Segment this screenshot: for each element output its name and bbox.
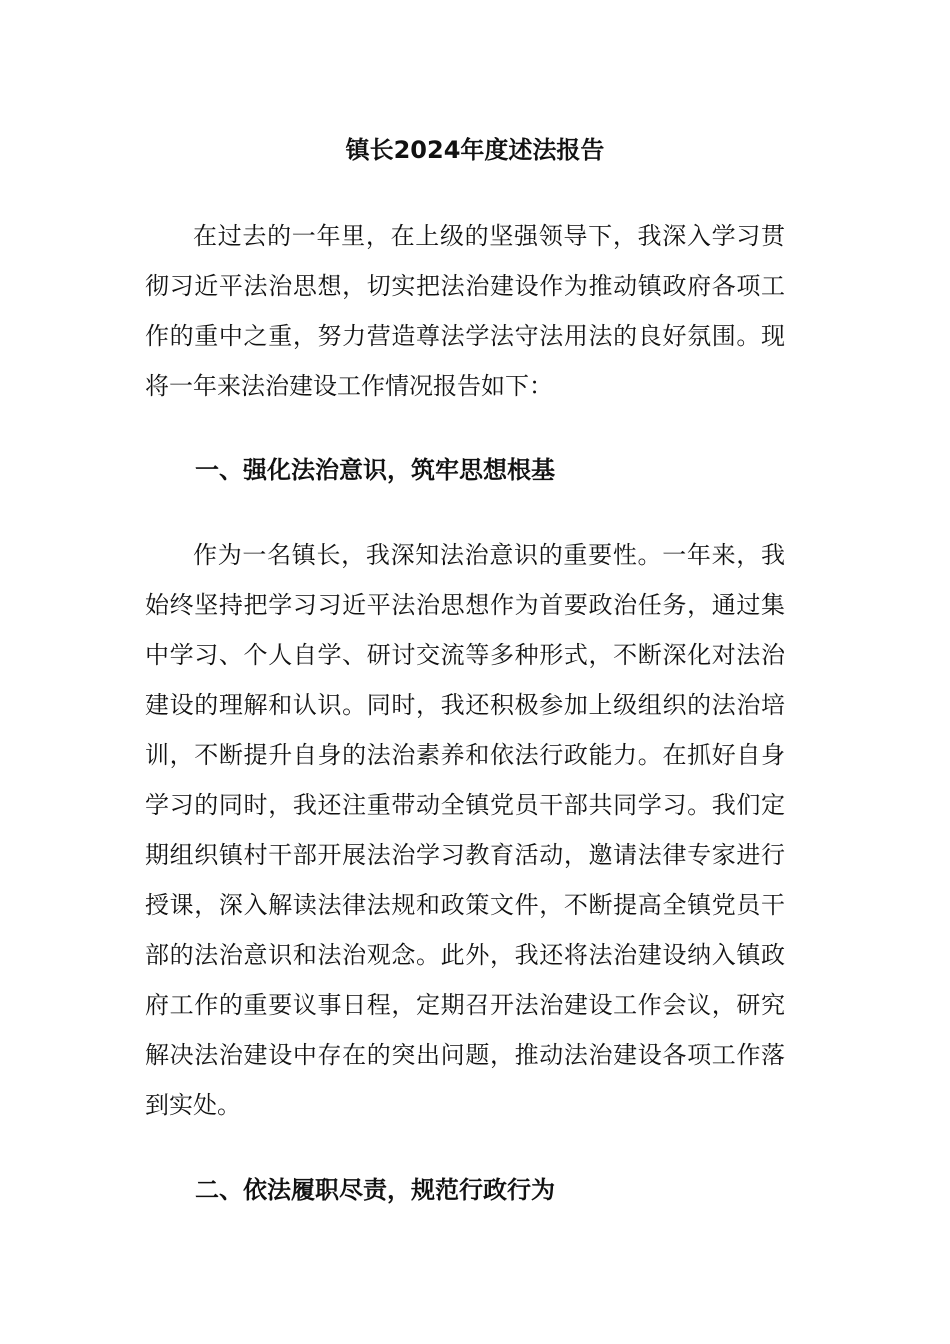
section-2-heading: 二、依法履职尽责，规范行政行为 [195,1176,555,1204]
section-1-paragraph: 作为一名镇长，我深知法治意识的重要性。一年来，我始终坚持把学习习近平法治思想作为首要政治任务，通过集中学习、个人自学、研讨交流等多种形式，不断深化对法治建设的理解和认识。同时，我还积极参加上级组织的法治培训，不断提升自身的法治素养和依法行政能力。在抓好自身学习的同时，我还注重带动全镇党员干部共同学习。我们定期组织镇村干部开展法治学习教育活动，邀请法律专家进行授课，深入解读法律法规和政策文件，不断提高全镇党员干部的法治意识和法治观念。此外，我还将法治建设纳入镇政府工作的重要议事日程，定期召开法治建设工作会议，研究解决法治建设中存在的突出问题，推动法治建设各项工作落到实处。 [145,541,785,1119]
document-title: 镇长2024年度述法报告 [345,136,605,164]
section-1-heading: 一、强化法治意识，筑牢思想根基 [195,456,555,484]
intro-paragraph: 在过去的一年里，在上级的坚强领导下，我深入学习贯彻习近平法治思想，切实把法治建设作为推动镇政府各项工作的重中之重，努力营造尊法学法守法用法的良好氛围。现将一年来法治建设工作情况报告如下： [145,222,785,400]
